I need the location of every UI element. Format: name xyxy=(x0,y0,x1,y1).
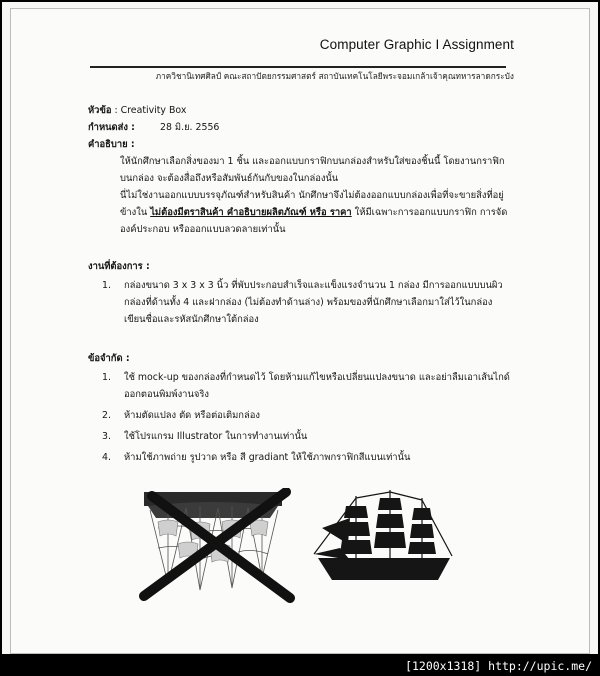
topic-label: หัวข้อ xyxy=(88,105,112,116)
topic-value: : Creativity Box xyxy=(114,105,187,116)
list-item: 1. กล่องขนาด 3 x 3 x 3 นิ้ว ที่พับประกอบสำเร็จและแข็งแรงจำนวน 1 กล่อง มีการออกแบบบนผิวกล่องที่ด้านทั้ง 4 และฝากล่อง (ไม่ต้องทำด้านล่าง) พร้อมของที่นักศึกษาเลือกมาใส่ไว้ในกล่อง เขียนชื่อและรหัสนักศึกษาใต้กล่อง xyxy=(102,280,503,325)
description-paragraph-1: ให้นักศึกษาเลือกสิ่งของมา 1 ชิ้น และออกแบบกราฟิกบนกล่องสำหรับใส่ของชิ้นนี้ โดยงานกราฟิก บนกล่อง จะต้องสื่อถึงหรือสัมพันธ์กันกับของในกล่องนั้น xyxy=(120,156,505,184)
constraints-list xyxy=(88,369,512,466)
example-images xyxy=(130,488,470,618)
list-item: 1. ใช้ mock-up ของกล่องที่กำหนดไว้ โดยห้ามแก้ไขหรือเปลี่ยนแปลงขนาด และอย่าลืมเอาเส้นไกด์ออกตอนพิมพ์งานจริง xyxy=(102,372,510,400)
description-row xyxy=(88,136,512,153)
list-item: 4. ห้ามใช้ภาพถ่าย รูปวาด หรือ สี gradiant ให้ใช้ภาพกราฟิกสีแบนเท่านั้น xyxy=(102,452,411,463)
department-line: ภาควิชานิเทศศิลป์ คณะสถาปัตยกรรมศาสตร์ สถาบันเทคโนโลยีพระจอมเกล้าเจ้าคุณทหารลาดกระบัง xyxy=(155,71,514,81)
requirements-list xyxy=(88,277,512,328)
deadline-label: กำหนดส่ง : xyxy=(88,122,135,133)
description-paragraph-2 xyxy=(88,187,512,238)
image-host-footer xyxy=(0,656,600,676)
footer-link[interactable]: [1200x1318] http://upic.me/ xyxy=(405,659,592,673)
title-rule xyxy=(90,66,506,68)
header xyxy=(320,37,514,52)
list-item: 2. ห้ามตัดแปลง ตัด หรือต่อเติมกล่อง xyxy=(102,410,260,421)
deadline-value: 28 มิ.ย. 2556 xyxy=(160,122,220,133)
description-p2-start: นี่ไม่ใช่งานออกแบบบรรจุภัณฑ์สำหรับสินค้า นักศึกษาจึงไม่ต้องออกแบบกล่องเพื่อที่จะขายสิ่งที่อยู่ข้างใน xyxy=(120,190,504,218)
description-p2-emphasis: ไม่ต้องมีตราสินค้า คำอธิบายผลิตภัณฑ์ หรือ ราคา xyxy=(150,207,352,218)
topic-row xyxy=(88,102,512,119)
x-cross-icon xyxy=(130,488,302,608)
list-item: 3. ใช้โปรแกรม Illustrator ในการทำงานเท่านั้น xyxy=(102,431,308,442)
description-p2-end: ให้มีเฉพาะการออกแบบกราฟิก การจัดองค์ประกอบ หรือออกแบบลวดลายเท่านั้น xyxy=(120,207,508,235)
description-label: คำอธิบาย : xyxy=(88,139,135,150)
constraints-heading: ข้อจำกัด : xyxy=(88,353,130,364)
page-title: Computer Graphic I Assignment xyxy=(319,37,514,52)
deadline-row xyxy=(88,119,512,136)
assignment-body xyxy=(88,102,512,470)
ship-silhouette xyxy=(310,488,458,592)
requirements-heading: งานที่ต้องการ : xyxy=(88,261,150,272)
